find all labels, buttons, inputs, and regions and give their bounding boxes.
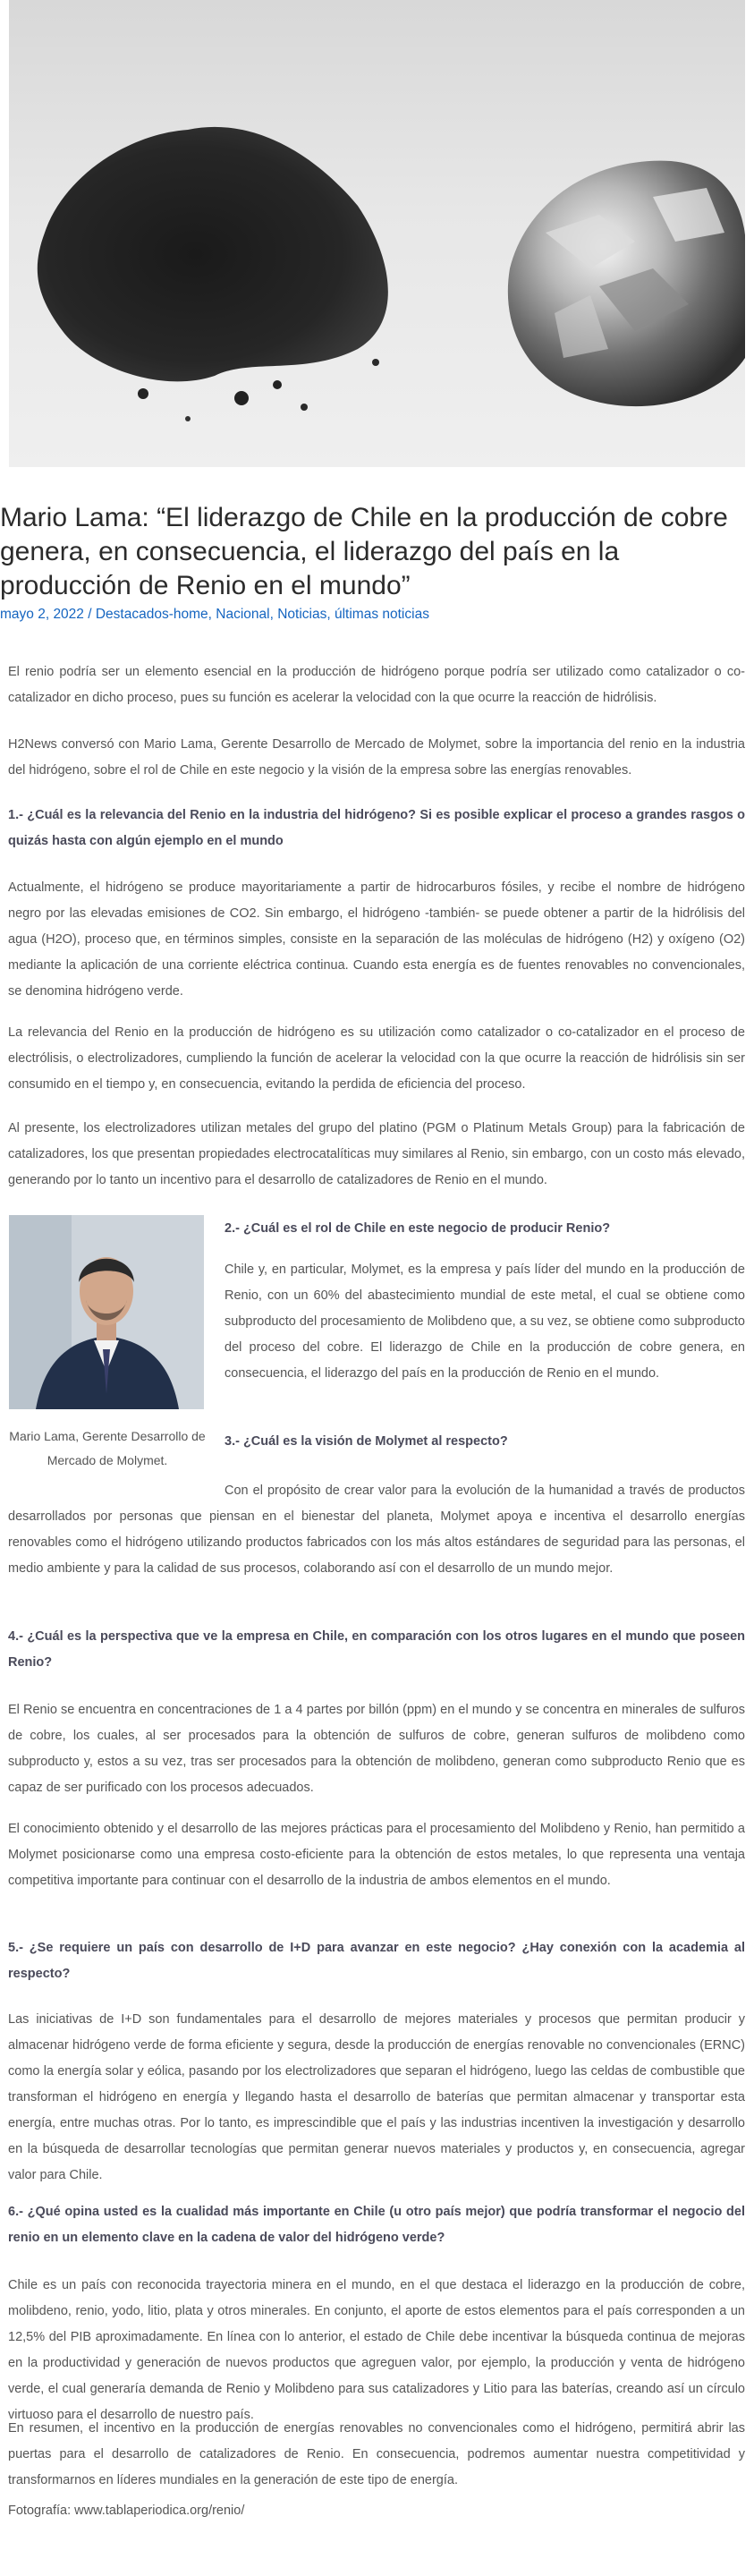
question-2: 2.- ¿Cuál es el rol de Chile en este negocio de producir Renio? xyxy=(225,1221,611,1236)
answer-6b: En resumen, el incentivo en la producción de energías renovables no convencionales como el hidrógeno, permitirá abrir las puertas para el desarrollo de catalizadores de Renio. En consecuencia, podremos aumentar nuestra competitividad y transformarnos en líderes mundiales en la generación de este tipo de energía. xyxy=(8,2421,745,2487)
category-link-ultimas-noticias[interactable]: últimas noticias xyxy=(334,607,429,622)
question-5: 5.- ¿Se requiere un país con desarrollo de I+D para avanzar en este negocio? ¿Hay conexión con la academia al respecto? xyxy=(8,1941,745,1981)
category-link-noticias[interactable]: Noticias xyxy=(277,607,327,622)
answer-1b: La relevancia del Renio en la producción de hidrógeno es su utilización como catalizador o co-catalizador en el proceso de electrólisis, o electrolizadores, cumpliendo la función de acelerar la velocidad con la que ocurre la reacción de hidrólisis sin ser consumido en el tiempo y, en consecuencia, evitando la perdida de eficiencia del proceso. xyxy=(8,1025,745,1092)
category-link-destacados[interactable]: Destacados-home xyxy=(95,607,208,622)
post-meta: mayo 2, 2022 / Destacados-home, Nacional, Noticias, últimas noticias xyxy=(0,607,429,622)
answer-5: Las iniciativas de I+D son fundamentales para el desarrollo de mejores materiales y procesos que permitan producir y almacenar hidrógeno verde de forma eficiente y segura, desde la producción de energías renovable no convencionales (ERNC) como la energía solar y eólica, pasando por los electrolizadores que separan el hidrógeno, luego las celdas de combustible que transforman el hidrógeno en energía y llegando hasta el desarrollo de baterías que permitan almacenar y transportar esta energía, entre muchas otras. Por lo tanto, es imprescindible que el país y las industrias incentiven la investigación y desarrollo en la búsqueda de desarrollar tecnologías que permitan generar nuevos materiales y productos y, en consecuencia, agregar valor para Chile. xyxy=(8,2012,745,2182)
answer-4b: El conocimiento obtenido y el desarrollo de las mejores prácticas para el procesamiento del Molibdeno y Renio, han permitido a Molymet posicionarse como una empresa costo-eficiente para la obtención de estos metales, lo que representa una ventaja competitiva importante para continuar con el desarrollo de la industria de ambos elementos en el mundo. xyxy=(8,1822,745,1888)
question-6: 6.- ¿Qué opina usted es la cualidad más importante en Chile (u otro país mejor) que podría transformar el negocio del renio en un elemento clave en la cadena de valor del hidrógeno verde? xyxy=(8,2205,745,2245)
answer-2: Chile y, en particular, Molymet, es la empresa y país líder del mundo en la producción de Renio, con un 60% del abastecimiento mundial de este metal, el cual se obtiene como subproducto del procesamiento de Molibdeno que, a su vez, se obtiene como subproducto del proceso del cobre. El liderazgo de Chile en la producción de cobre genera, en consecuencia, el liderazgo del país en la producción de Renio en el mundo. xyxy=(225,1262,745,1381)
post-date-link[interactable]: mayo 2, 2022 xyxy=(0,607,84,622)
answer-1c: Al presente, los electrolizadores utilizan metales del grupo del platino (PGM o Platinum Metals Group) para la fabricación de catalizadores, los que presentan propiedades electrocatalíticas muy similares al Renio, sin embargo, con un costo más elevado, generando por lo tanto un incentivo para el desarrollo de catalizadores de Renio en el mundo. xyxy=(8,1121,745,1187)
answer-3: Con el propósito de crear valor para la evolución de la humanidad a través de productos desarrollados por personas que piensan en el bienestar del planeta, Molymet apoya e incentiva el desarrollo energías renovables como el hidrógeno utilizando productos fabricados con los más altos estándares de seguridad para las personas, el medio ambiente y para la calidad de sus procesos, colaborando así con el desarrollo de un mundo mejor. xyxy=(8,1484,745,1576)
question-4: 4.- ¿Cuál es la perspectiva que ve la empresa en Chile, en comparación con los otros lugares en el mundo que poseen Renio? xyxy=(8,1629,745,1670)
hero-image xyxy=(9,0,745,467)
question-1: 1.- ¿Cuál es la relevancia del Renio en la industria del hidrógeno? Si es posible explicar el proceso a grandes rasgos o quizás hasta con algún ejemplo en el mundo xyxy=(8,808,745,848)
intro-paragraph-1: El renio podría ser un elemento esencial en la producción de hidrógeno porque podría ser utilizado como catalizador o co-catalizador en dicho proceso, pues su función es acelerar la velocidad con la que ocurre la reacción de hidrólisis. xyxy=(8,665,745,705)
answer-6a: Chile es un país con reconocida trayectoria minera en el mundo, en el que destaca el liderazgo en la producción de cobre, molibdeno, renio, yodo, litio, plata y otros minerales. En conjunto, el aporte de estos elementos para el país corresponden a un 12,5% del PIB aproximadamente. En línea con lo anterior, el estado de Chile debe incentivar la búsqueda continua de mejoras en la productividad y generación de nuevos productos que agreguen valor, por ejemplo, la producción y venta de hidrógeno verde, el cual generaría demanda de Renio y Molibdeno para sus catalizadores y Litio para las baterías, creando así un círculo virtuoso para el desarrollo de nuestro país. xyxy=(8,2278,745,2422)
category-link-nacional[interactable]: Nacional xyxy=(216,607,270,622)
portrait-photo xyxy=(9,1215,204,1409)
article-title: Mario Lama: “El liderazgo de Chile en la producción de cobre genera, en consecuencia, el liderazgo del país en la producción de Renio en el mundo” xyxy=(0,503,728,600)
answer-4a: El Renio se encuentra en concentraciones de 1 a 4 partes por billón (ppm) en el mundo y se concentra en minerales de sulfuros de cobre, los cuales, al ser procesados para la obtención de sulfuros de cobre, generan sulfuros de molibdeno como subproducto y, estos a su vez, tras ser procesados para la obtención de molibdeno, generan como subproducto Renio que es capaz de ser purificado con los procesos adecuados. xyxy=(8,1703,745,1795)
meta-separator: / xyxy=(83,607,96,622)
intro-paragraph-2: H2News conversó con Mario Lama, Gerente Desarrollo de Mercado de Molymet, sobre la importancia del renio en la industria del hidrógeno, sobre el rol de Chile en este negocio y la visión de la empresa sobre las energías renovables. xyxy=(8,737,745,778)
photo-source: Fotografía: www.tablaperiodica.org/renio/ xyxy=(8,2504,245,2518)
photo-caption: Mario Lama, Gerente Desarrollo de Mercado de Molymet. xyxy=(9,1429,206,1467)
question-3: 3.- ¿Cuál es la visión de Molymet al respecto? xyxy=(225,1434,508,1449)
answer-1a: Actualmente, el hidrógeno se produce mayoritariamente a partir de hidrocarburos fósiles, y recibe el nombre de hidrógeno negro por las elevadas emisiones de CO2. Sin embargo, el hidrógeno -también- se puede obtener a partir de la hidrólisis del agua (H2O), proceso que, en términos simples, consiste en la separación de las moléculas de hidrógeno (H2) y oxígeno (O2) mediante la aplicación de una corriente eléctrica continua. Cuando esta energía es de fuentes renovables no convencionales, se denomina hidrógeno verde. xyxy=(8,880,745,999)
